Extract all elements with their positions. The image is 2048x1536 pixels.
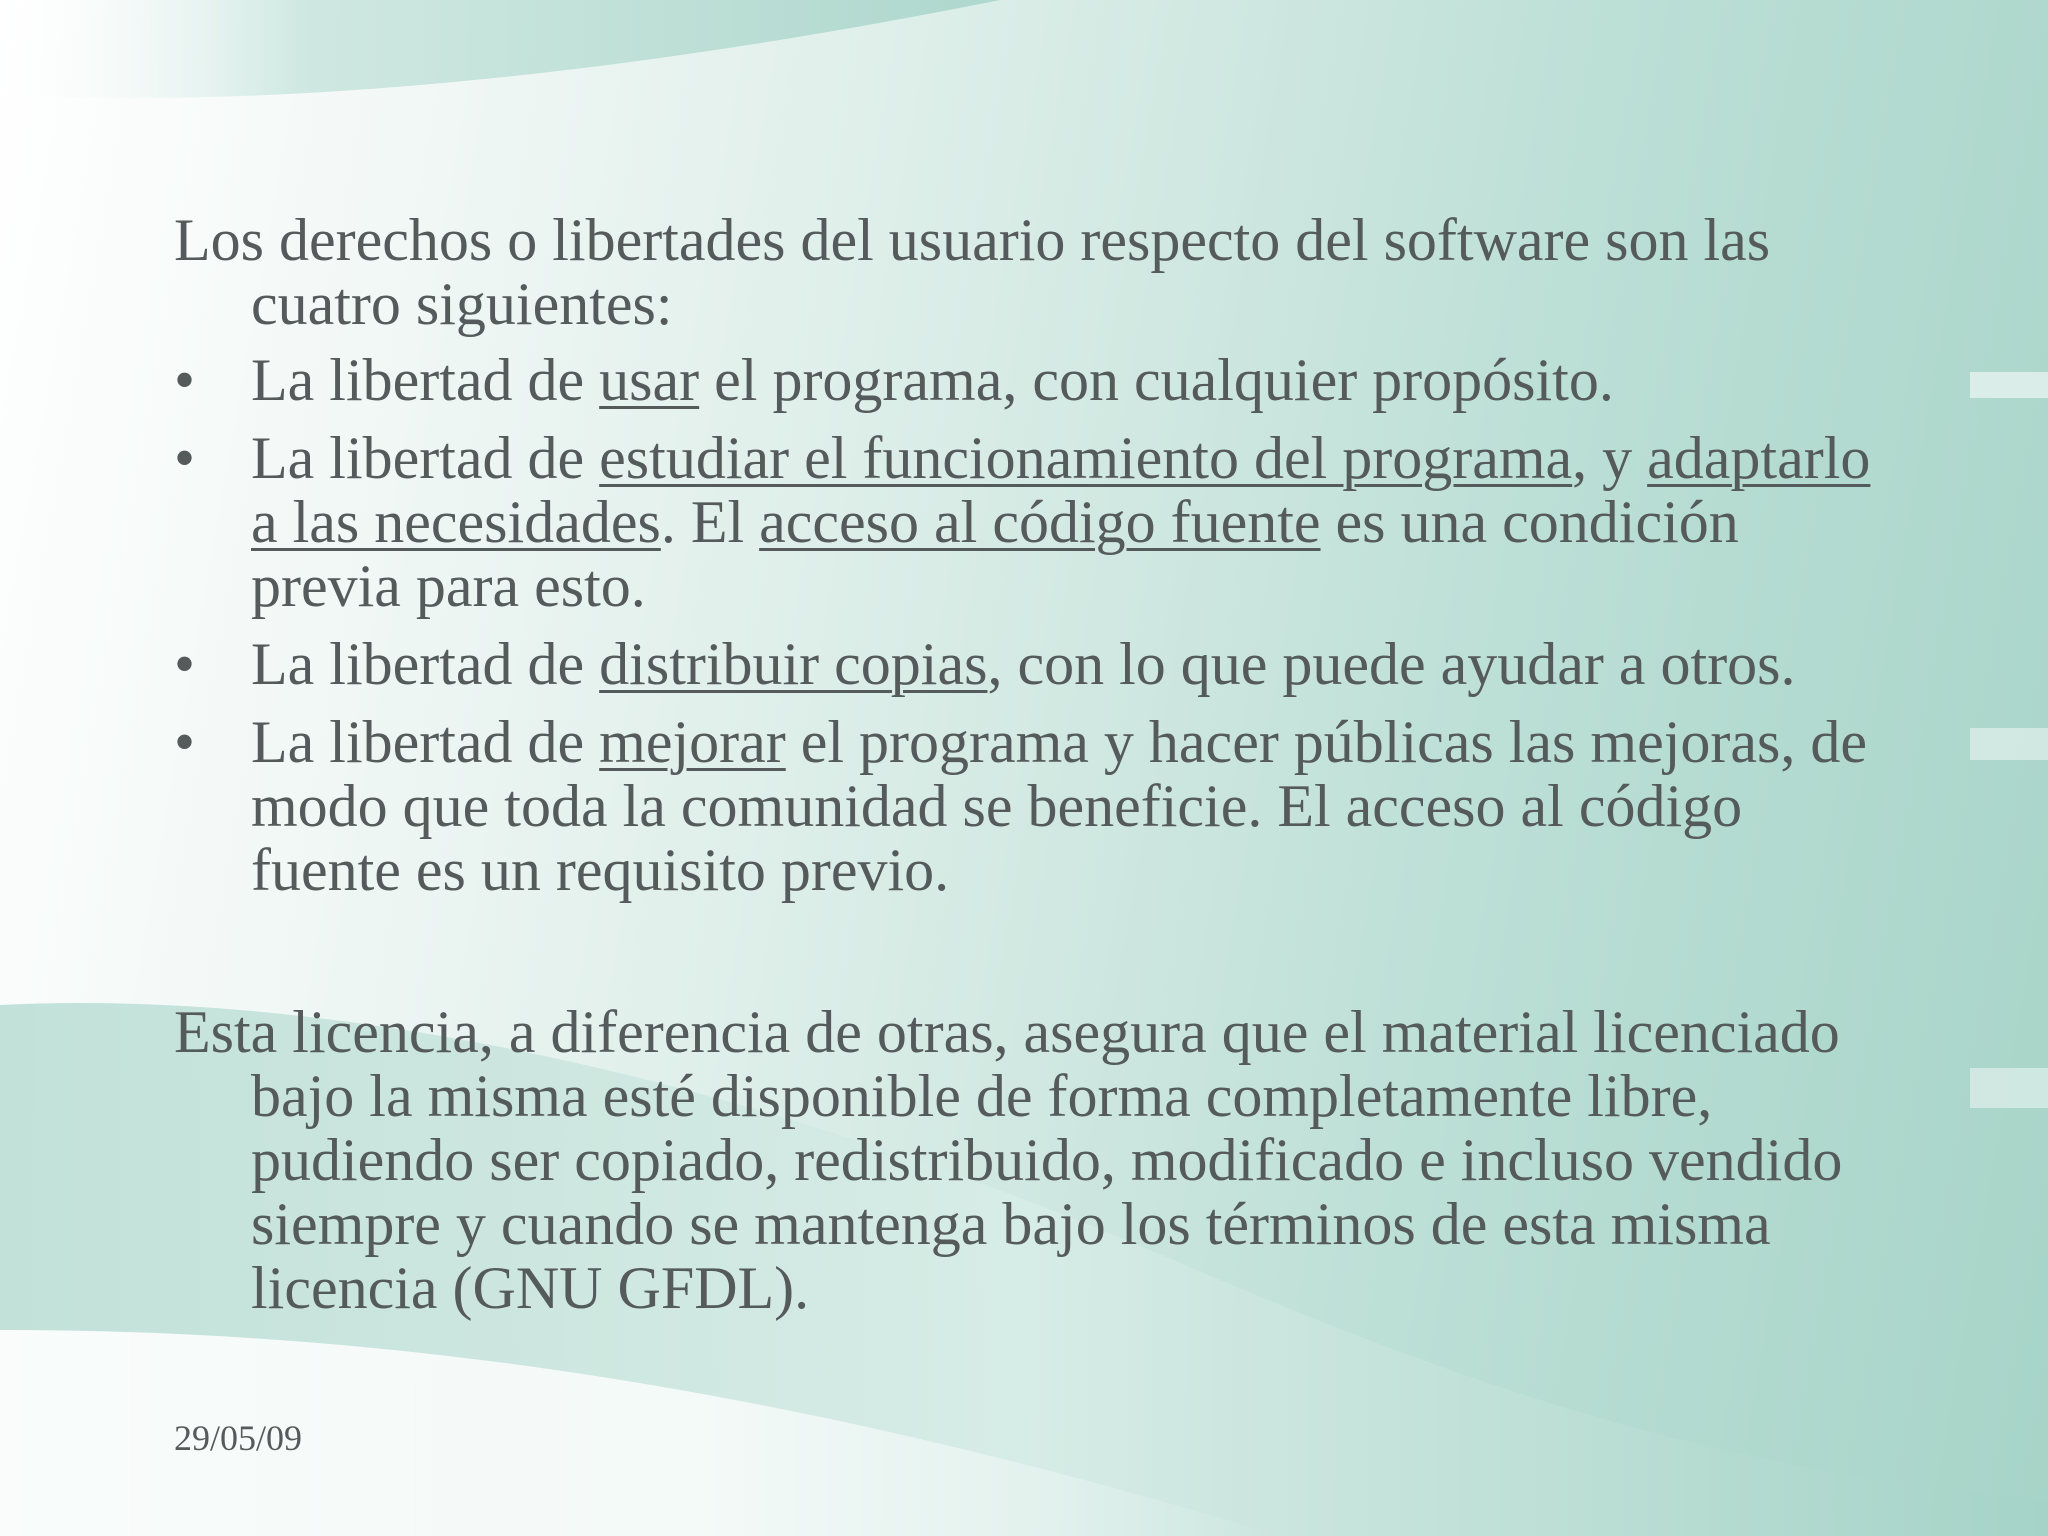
list-item bbox=[174, 632, 1874, 696]
bullet-text: , con lo que puede ayudar a otros. bbox=[987, 631, 1796, 697]
bullet-text: el programa, con cualquier propósito. bbox=[699, 347, 1614, 413]
link-mejorar[interactable]: mejorar bbox=[599, 709, 786, 775]
bullet-icon: • bbox=[174, 425, 196, 491]
slide-date: 29/05/09 bbox=[174, 1418, 303, 1458]
bullet-text: La libertad de bbox=[251, 631, 600, 697]
intro-paragraph: Los derechos o libertades del usuario respecto del software son las cuatro siguientes: bbox=[174, 207, 1771, 337]
list-item bbox=[174, 710, 1874, 902]
slide-body bbox=[174, 208, 1874, 1320]
bullet-text: La libertad de bbox=[251, 709, 600, 775]
closing-paragraph: Esta licencia, a diferencia de otras, asegura que el material licenciado bajo la misma esté disponible de forma completamente libre, pudiendo ser copiado, redistribuido, modificado e incluso vendido siempre y cuando se mantenga bajo los términos de esta misma licencia (GNU GFDL). bbox=[174, 999, 1843, 1321]
list-item bbox=[174, 426, 1874, 618]
list-item bbox=[174, 348, 1874, 412]
bullet-text: es una condición previa para esto. bbox=[251, 489, 1739, 619]
link-usar[interactable]: usar bbox=[599, 347, 700, 413]
link-adaptarlo[interactable]: adaptarlo a las necesidades bbox=[251, 425, 1871, 555]
link-estudiar[interactable]: estudiar el funcionamiento del programa bbox=[599, 425, 1573, 491]
bullet-text: La libertad de bbox=[251, 347, 600, 413]
bullet-icon: • bbox=[174, 631, 196, 697]
bullet-text: . El bbox=[660, 489, 760, 555]
bullet-text: el programa y hacer públicas las mejoras, de modo que toda la comunidad se beneficie. El acceso al código fuente es un requisito previo. bbox=[251, 709, 1867, 903]
link-acceso-codigo[interactable]: acceso al código fuente bbox=[759, 489, 1321, 555]
link-distribuir[interactable]: distribuir copias bbox=[599, 631, 988, 697]
bullet-icon: • bbox=[174, 347, 196, 413]
bullet-text: La libertad de bbox=[251, 425, 600, 491]
freedoms-list bbox=[174, 348, 1874, 902]
bullet-text: , y bbox=[1572, 425, 1648, 491]
bullet-icon: • bbox=[174, 709, 196, 775]
